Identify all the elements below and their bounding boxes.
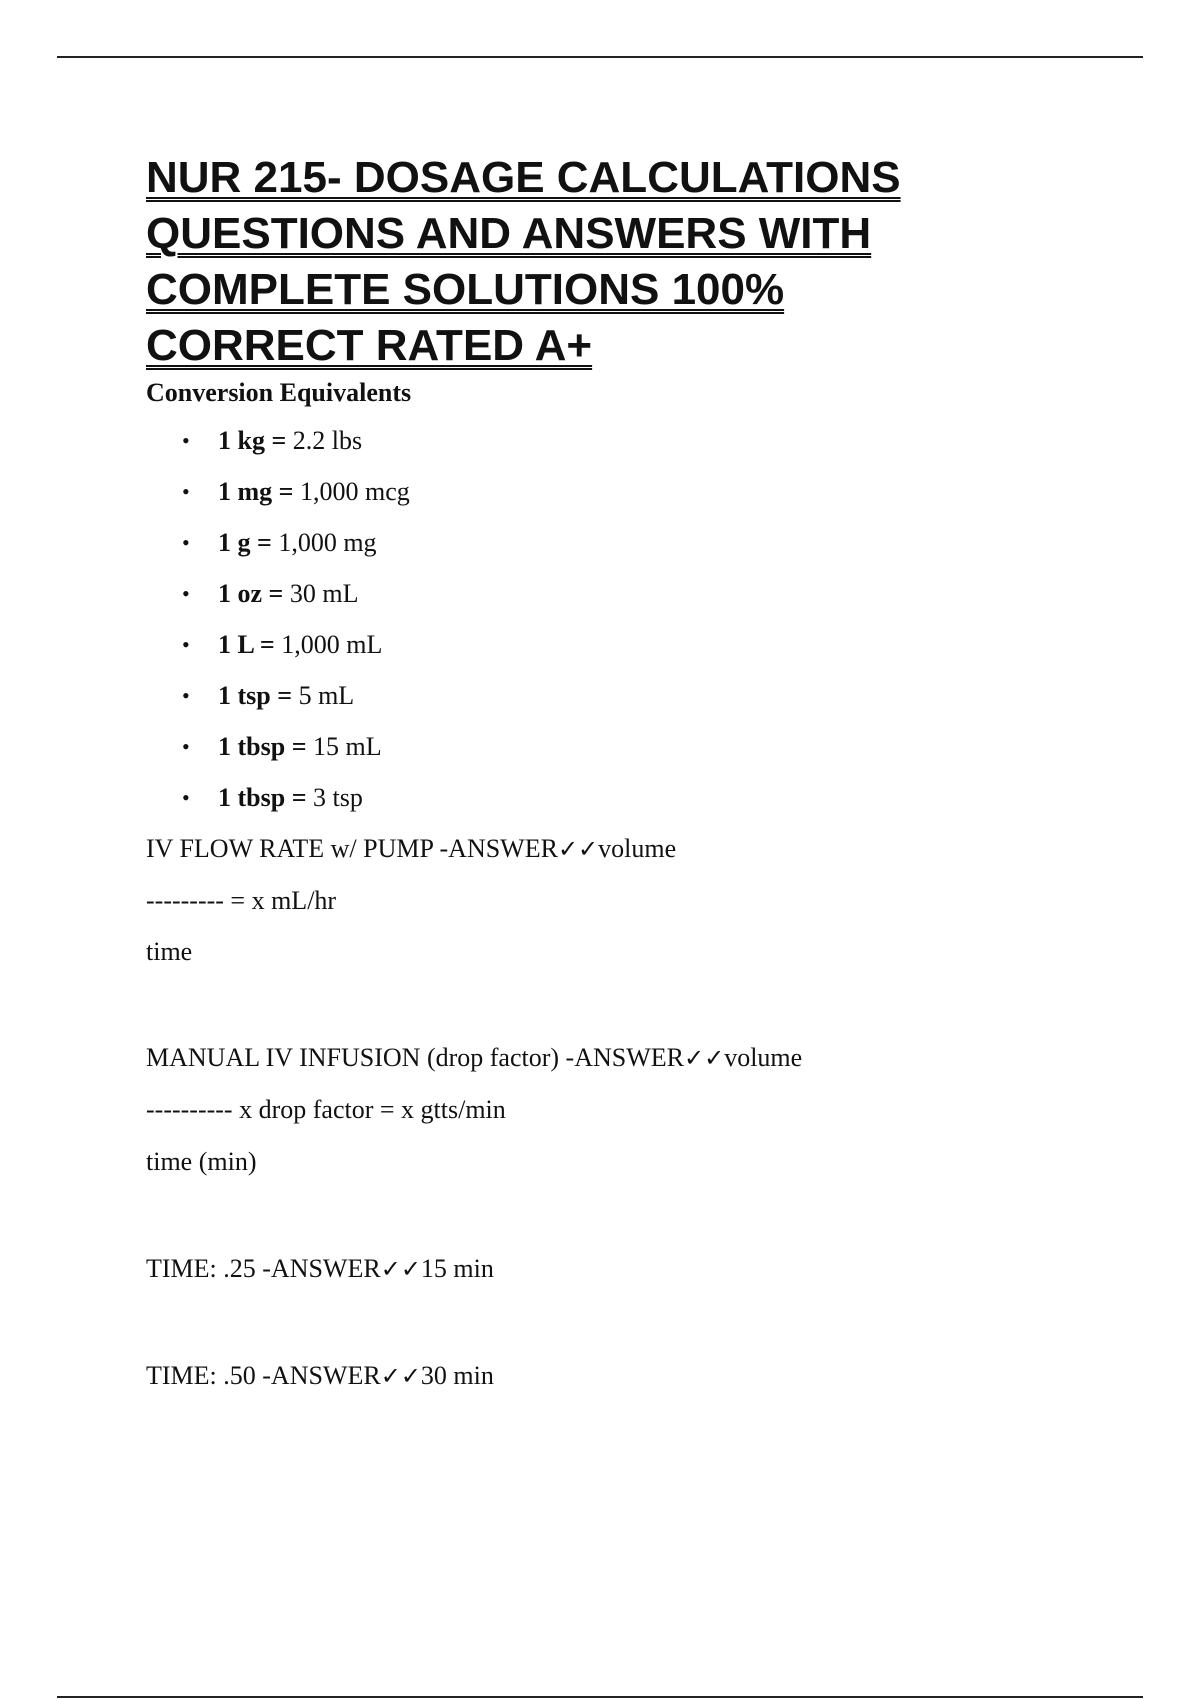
qa-formula-denominator: time (min): [146, 1147, 257, 1176]
conversion-item: [146, 630, 1106, 660]
bullet-icon: •: [182, 785, 190, 810]
title-line: NUR 215- DOSAGE CALCULATIONS: [146, 153, 901, 202]
qa-question: TIME: .25 -ANSWER: [146, 1254, 381, 1283]
conversion-term: 1 L =: [218, 630, 275, 659]
double-check-icon: ✓✓: [557, 835, 599, 863]
conversion-item: [146, 783, 1106, 813]
qa-question-line: [146, 1361, 1106, 1391]
qa-answer: 30 min: [420, 1361, 494, 1390]
qa-answer: volume: [724, 1043, 803, 1072]
qa-formula-line: ---------- x drop factor = x gtts/min: [146, 1095, 506, 1124]
bullet-icon: •: [182, 581, 190, 606]
bullet-icon: •: [182, 632, 190, 657]
bullet-icon: •: [182, 683, 190, 708]
conversion-item: [146, 477, 1106, 507]
conversion-value: 1,000 mg: [271, 528, 377, 557]
conversion-term: 1 oz =: [218, 579, 284, 608]
double-check-icon: ✓✓: [683, 1044, 725, 1072]
top-rule: [57, 56, 1143, 58]
conversion-item: [146, 732, 1106, 762]
qa-question-line: [146, 1043, 1106, 1073]
title-line: COMPLETE SOLUTIONS 100%: [146, 265, 785, 314]
conversion-value: 30 mL: [283, 579, 359, 608]
conversion-term: 1 tbsp =: [218, 732, 307, 761]
bullet-icon: •: [182, 734, 190, 759]
conversion-value: 5 mL: [292, 681, 355, 710]
conversion-term: 1 g =: [218, 528, 272, 557]
double-check-icon: ✓✓: [380, 1255, 421, 1283]
bullet-icon: •: [182, 479, 190, 504]
qa-time-50: [146, 1361, 1106, 1391]
conversion-item: [146, 681, 1106, 711]
conversion-value: 1,000 mL: [274, 630, 383, 659]
conversion-term: 1 tsp =: [218, 681, 293, 710]
bullet-icon: •: [182, 530, 190, 555]
qa-formula-denominator: time: [146, 937, 193, 966]
bottom-rule: [57, 1696, 1143, 1698]
qa-answer: volume: [598, 834, 677, 863]
conversion-item: [146, 579, 1106, 609]
qa-question: TIME: .50 -ANSWER: [146, 1361, 381, 1390]
qa-time-25: [146, 1254, 1106, 1284]
conversion-value: 3 tsp: [306, 783, 363, 812]
qa-question: MANUAL IV INFUSION (drop factor) -ANSWER: [146, 1043, 684, 1072]
title-line: CORRECT RATED A+: [146, 321, 593, 370]
qa-question: IV FLOW RATE w/ PUMP -ANSWER: [146, 834, 558, 863]
qa-manual-iv-infusion: [146, 1043, 1106, 1177]
conversion-value: 1,000 mcg: [293, 477, 410, 506]
qa-formula-line: --------- = x mL/hr: [146, 886, 337, 915]
conversion-term: 1 tbsp =: [218, 783, 307, 812]
conversion-item: [146, 426, 1106, 456]
conversion-term: 1 kg =: [218, 426, 287, 455]
conversion-term: 1 mg =: [218, 477, 294, 506]
document-title: [146, 150, 1106, 374]
qa-question-line: [146, 1254, 1106, 1284]
double-check-icon: ✓✓: [380, 1362, 421, 1390]
section-heading-conversion-equivalents: Conversion Equivalents: [146, 378, 412, 407]
conversion-list: [146, 426, 1106, 813]
document-body: [146, 150, 1106, 1391]
qa-question-line: [146, 834, 1106, 864]
conversion-value: 15 mL: [306, 732, 382, 761]
title-line: QUESTIONS AND ANSWERS WITH: [146, 209, 872, 258]
qa-answer: 15 min: [420, 1254, 494, 1283]
qa-iv-flow-rate-pump: [146, 834, 1106, 967]
conversion-value: 2.2 lbs: [286, 426, 363, 455]
conversion-item: [146, 528, 1106, 558]
bullet-icon: •: [182, 428, 190, 453]
